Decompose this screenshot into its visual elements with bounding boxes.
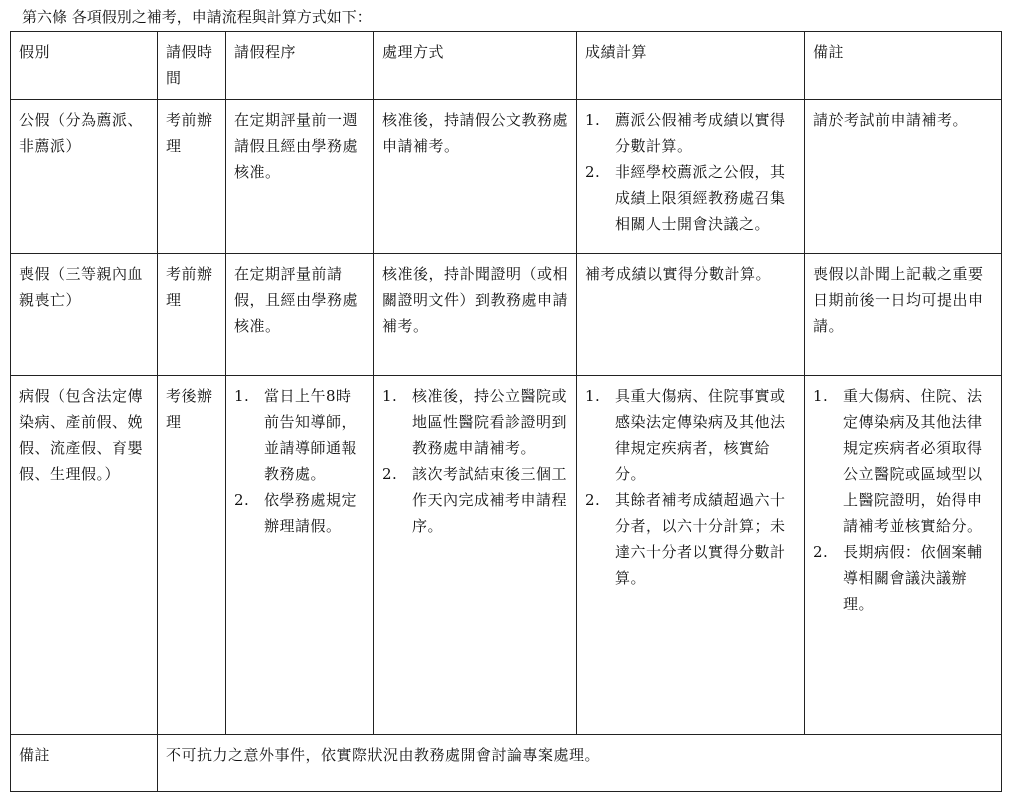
list-item: 2. 非經學校薦派之公假，其成績上限須經教務處召集相關人士開會決議之。 <box>585 163 786 233</box>
remark-text: 不可抗力之意外事件，依實際狀況由教務處開會討論專案處理。 <box>158 735 1002 792</box>
list-item: 2. 其餘者補考成績超過六十分者，以六十分計算；未達六十分者以實得分數計算。 <box>585 491 786 587</box>
header-note: 備註 <box>805 32 1002 100</box>
cell-type: 喪假（三等親內血親喪亡） <box>11 254 158 376</box>
cell-procedure: 在定期評量前請假，且經由學務處核准。 <box>226 254 374 376</box>
list-item: 2. 該次考試結束後三個工作天內完成補考申請程序。 <box>382 465 568 535</box>
header-type: 假別 <box>11 32 158 100</box>
handling-list <box>382 383 570 539</box>
cell-note <box>805 376 1002 735</box>
makeup-exam-table <box>10 31 1002 792</box>
header-handling: 處理方式 <box>374 32 577 100</box>
score-list <box>585 383 798 591</box>
list-item: 2. 依學務處規定辦理請假。 <box>234 491 358 535</box>
procedure-list <box>234 383 367 539</box>
cell-time: 考後辦理 <box>158 376 226 735</box>
cell-type: 病假（包含法定傳染病、產前假、娩假、流產假、育嬰假、生理假。） <box>11 376 158 735</box>
cell-score <box>577 376 805 735</box>
cell-time: 考前辦理 <box>158 254 226 376</box>
list-item: 2. 長期病假：依個案輔導相關會議決議辦理。 <box>813 543 983 613</box>
cell-score: 補考成績以實得分數計算。 <box>577 254 805 376</box>
cell-procedure: 在定期評量前一週請假且經由學務處核准。 <box>226 100 374 254</box>
remark-label: 備註 <box>11 735 158 792</box>
header-score: 成績計算 <box>577 32 805 100</box>
score-list <box>585 107 798 237</box>
row-sick-leave <box>11 376 1002 735</box>
note-list <box>813 383 995 617</box>
cell-note: 請於考試前申請補考。 <box>805 100 1002 254</box>
cell-procedure <box>226 376 374 735</box>
list-item: 1. 當日上午8時前告知導師，並請導師通報教務處。 <box>234 387 358 483</box>
cell-time: 考前辦理 <box>158 100 226 254</box>
cell-type: 公假（分為薦派、非薦派） <box>11 100 158 254</box>
header-row <box>11 32 1002 100</box>
header-procedure: 請假程序 <box>226 32 374 100</box>
list-item: 1. 具重大傷病、住院事實或感染法定傳染病及其他法律規定疾病者，核實給分。 <box>585 387 786 483</box>
cell-handling: 核准後，持訃聞證明（或相關證明文件）到教務處申請補考。 <box>374 254 577 376</box>
cell-handling: 核准後，持請假公文教務處申請補考。 <box>374 100 577 254</box>
cell-note: 喪假以訃聞上記載之重要日期前後一日均可提出申請。 <box>805 254 1002 376</box>
article-heading: 第六條 各項假別之補考，申請流程與計算方式如下： <box>22 8 372 26</box>
list-item: 1. 核准後，持公立醫院或地區性醫院看診證明到教務處申請補考。 <box>382 387 568 457</box>
list-item: 1. 薦派公假補考成績以實得分數計算。 <box>585 111 786 155</box>
header-time: 請假時間 <box>158 32 226 100</box>
row-funeral-leave <box>11 254 1002 376</box>
list-item: 1. 重大傷病、住院、法定傳染病及其他法律規定疾病者必須取得公立醫院或區域型以上醫院證明，始得申請補考並核實給分。 <box>813 387 983 535</box>
row-remark <box>11 735 1002 792</box>
cell-handling <box>374 376 577 735</box>
cell-score <box>577 100 805 254</box>
row-official-leave <box>11 100 1002 254</box>
